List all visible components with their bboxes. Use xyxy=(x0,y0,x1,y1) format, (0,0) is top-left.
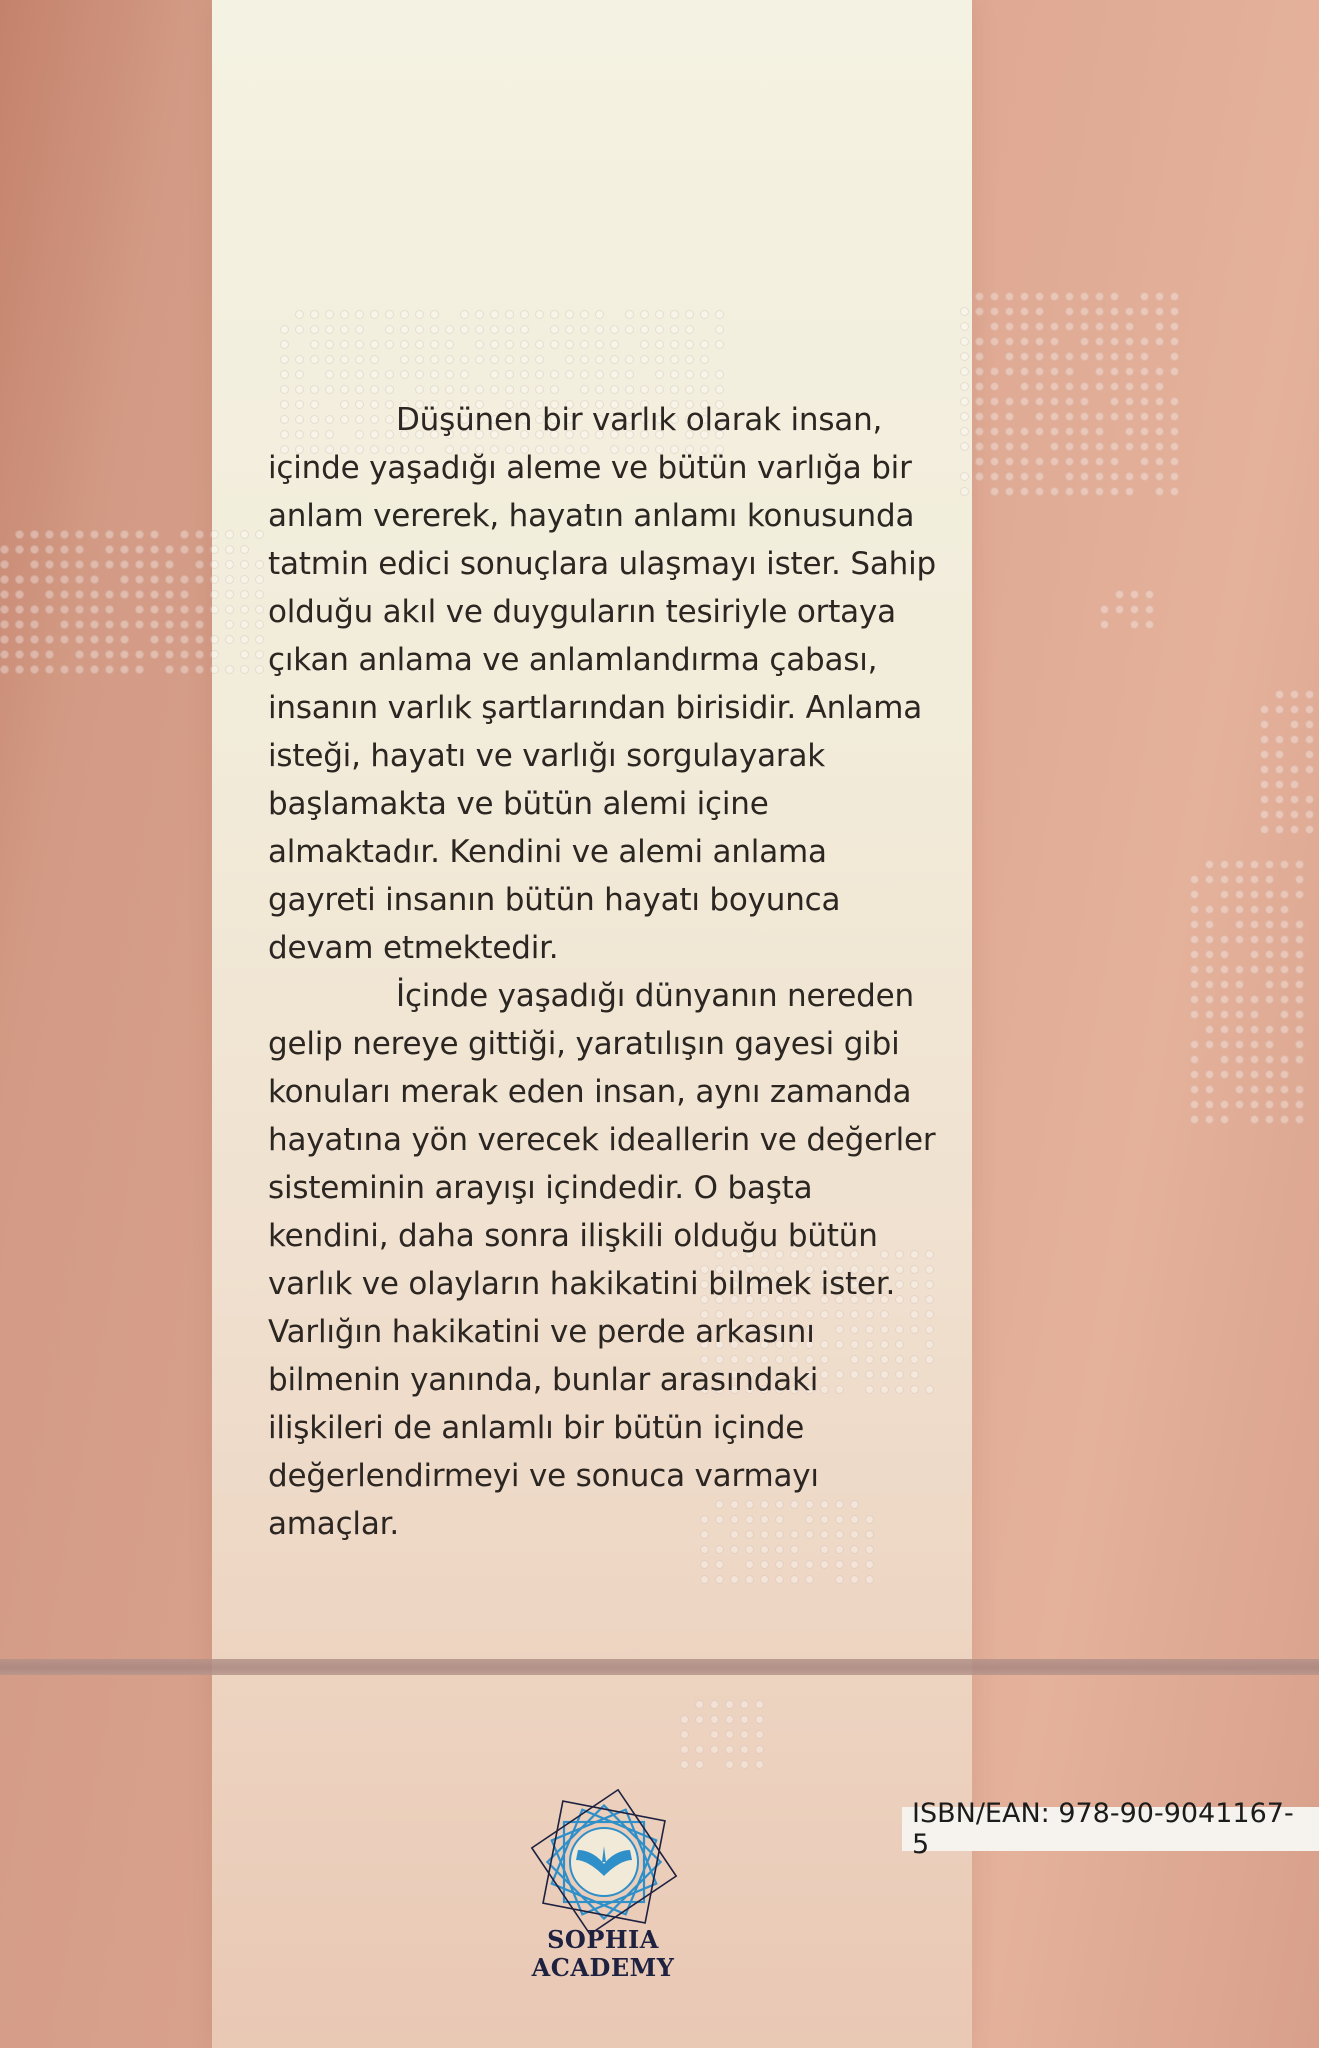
horizontal-band xyxy=(0,1659,1319,1675)
publisher-name xyxy=(503,1926,703,1982)
back-cover-text xyxy=(268,396,938,1548)
publisher-line-2: ACADEMY xyxy=(531,1953,675,1982)
paragraph-1: Düşünen bir varlık olarak insan, içinde yaşadığı aleme ve bütün varlığa bir anlam vererek, hayatın anlamı konusunda tatmin edici sonuçlara ulaşmayı ister. Sahip olduğu akıl ve duyguların tesiriyle ortaya çıkan anlama ve anlamlandırma çabası, insanın varlık şartlarından birisidir. Anlama isteği, hayatı ve varlığı sorgulayarak başlamakta ve bütün alemi içine almaktadır. Kendini ve alemi anlama gayreti insanın bütün hayatı boyunca devam etmektedir. xyxy=(268,402,936,966)
paragraph-2: İçinde yaşadığı dünyanın nereden gelip nereye gittiği, yaratılışın gayesi gibi konuları merak eden insan, aynı zamanda hayatına yön verecek ideallerin ve değerler sisteminin arayışı içindedir. O başta kendini, daha sonra ilişkili olduğu bütün varlık ve olayların hakikatini bilmek ister. Varlığın hakikatini ve perde arkasını bilmenin yanında, bunlar arasındaki ilişkileri de anlamlı bir bütün içinde değerlendirmeyi ve sonuca varmayı amaçlar. xyxy=(268,978,936,1542)
publisher-line-1: SOPHIA xyxy=(547,1925,659,1954)
isbn-label: ISBN/EAN: 978-90-9041167-5 xyxy=(902,1807,1319,1851)
